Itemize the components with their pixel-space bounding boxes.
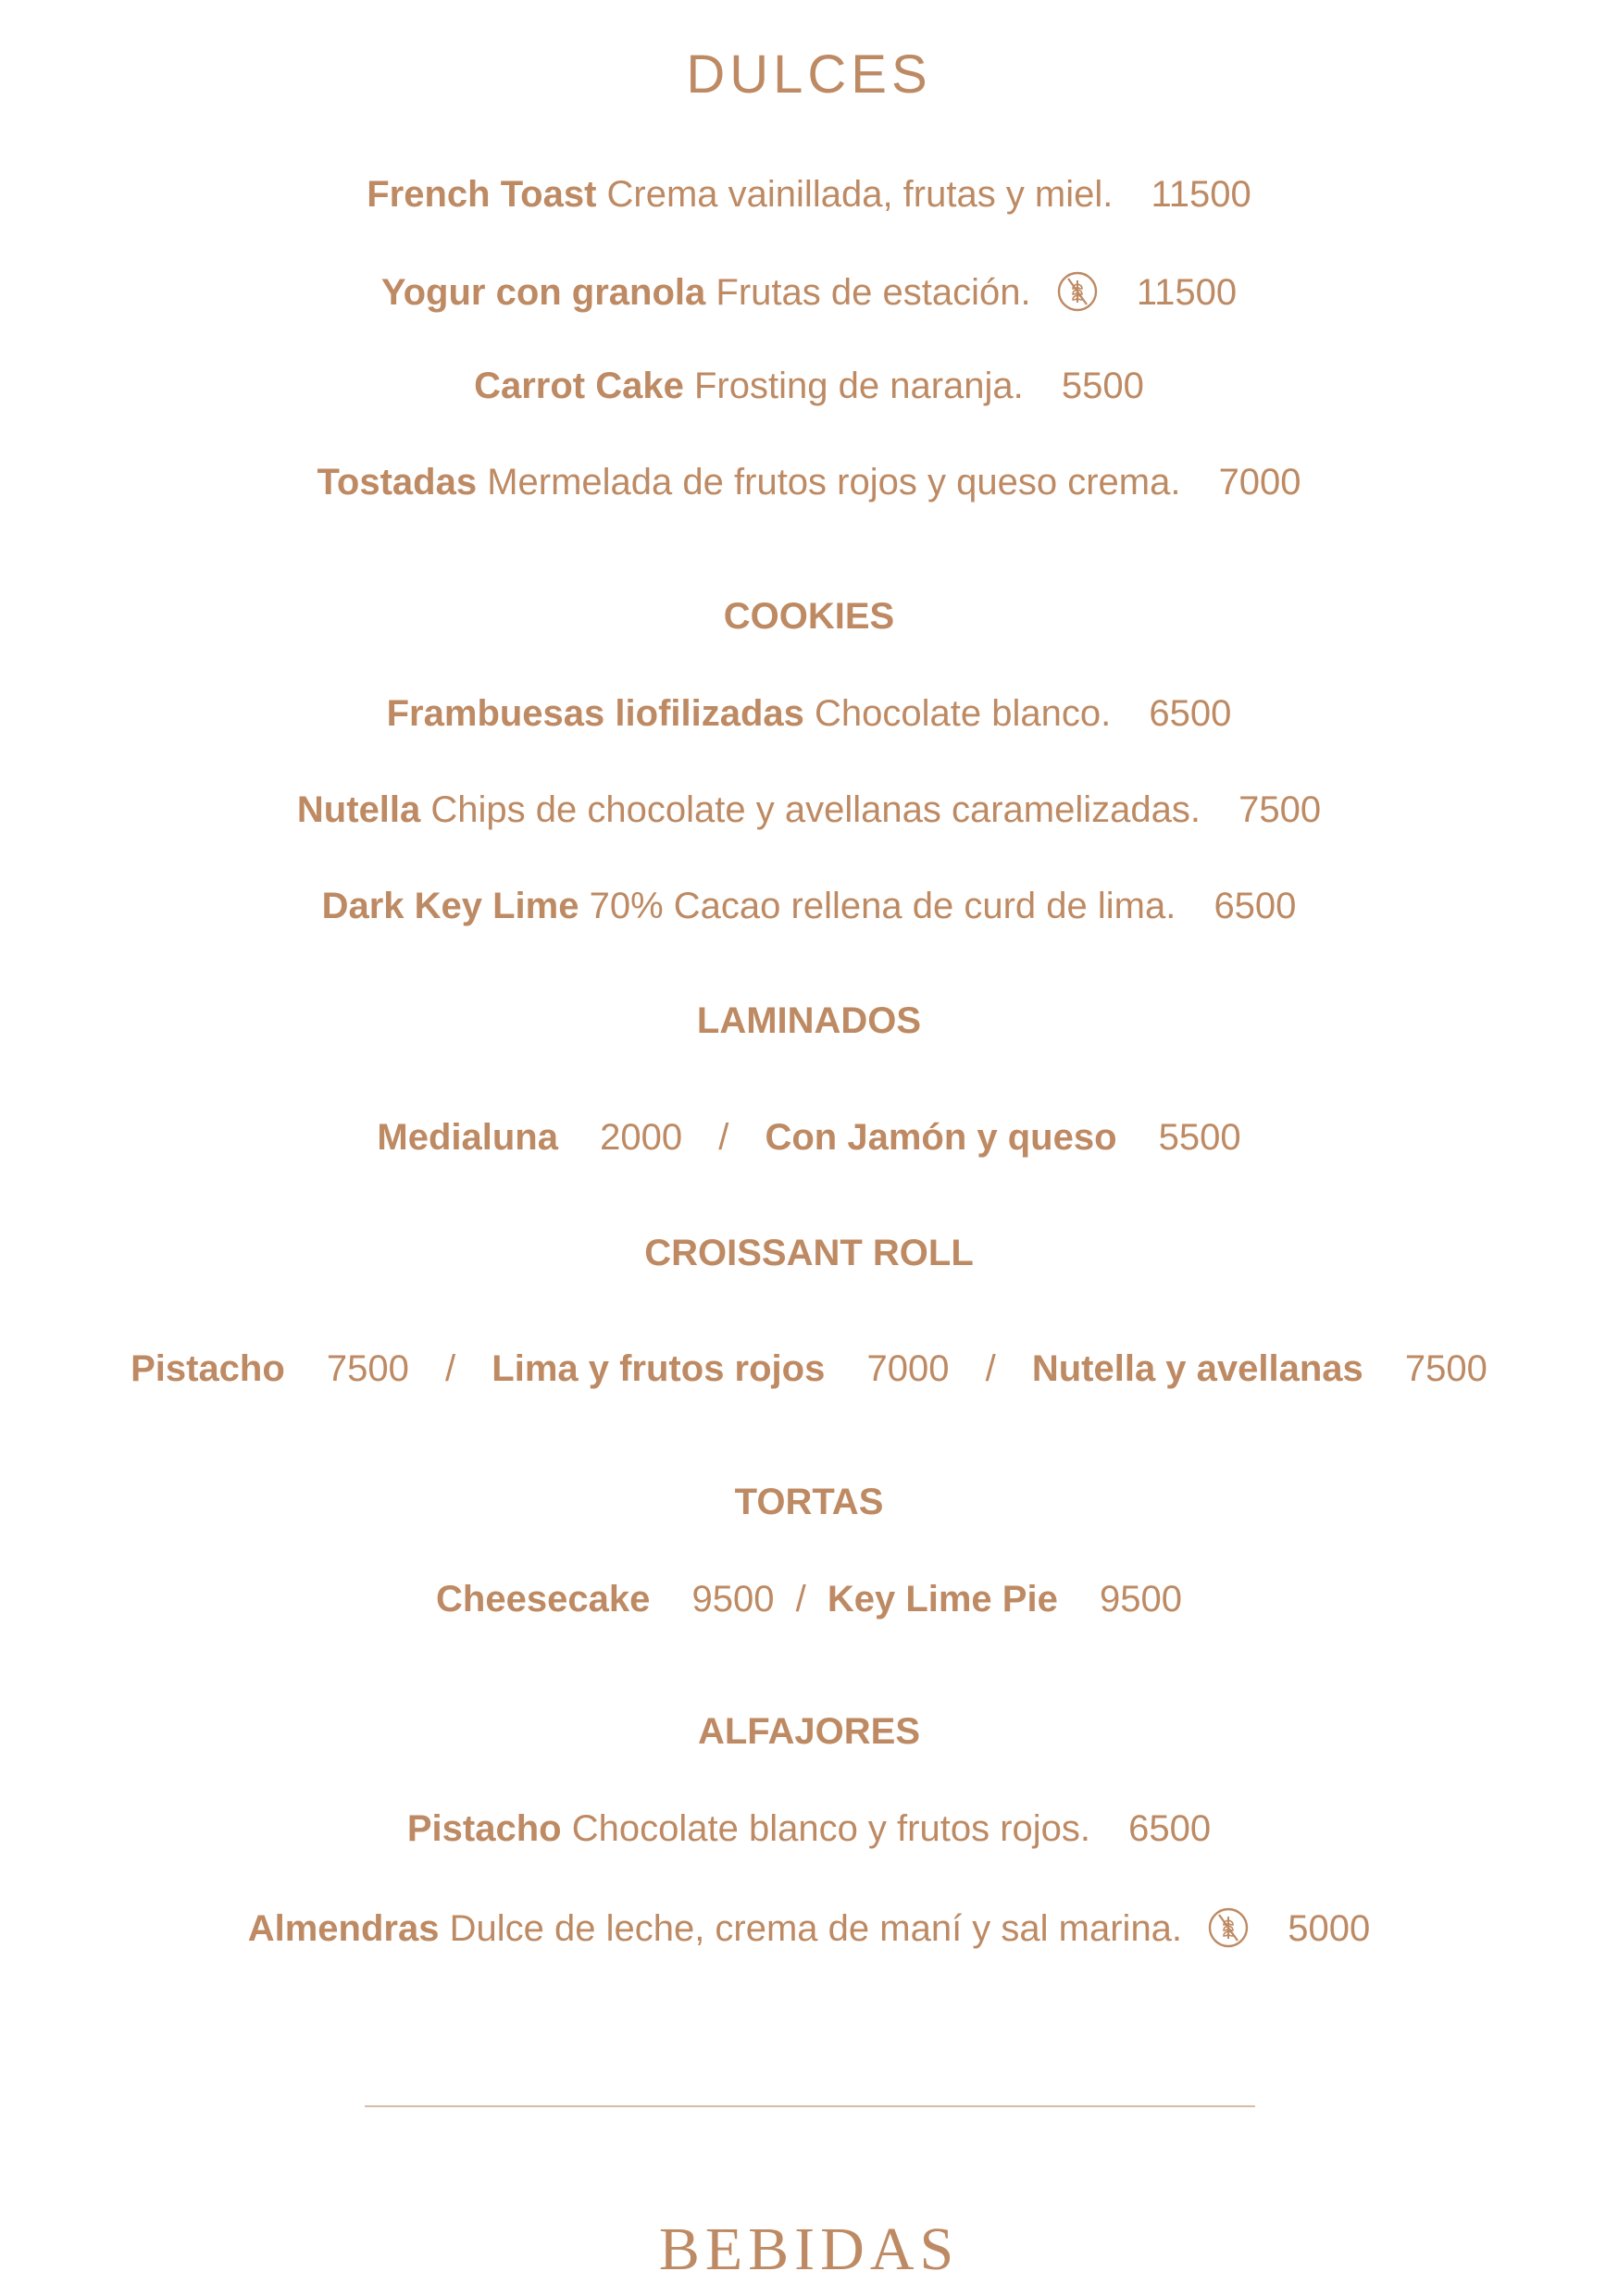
item-desc: Mermelada de frutos rojos y queso crema. [487, 462, 1181, 503]
item-name: Frambuesas liofilizadas [386, 693, 804, 734]
separator: / [718, 1117, 729, 1158]
item-name: Key Lime Pie [827, 1579, 1058, 1620]
item-name: Pistacho [131, 1348, 285, 1389]
item-price: 7500 [1404, 1348, 1487, 1389]
menu-item-frambuesas [0, 695, 1618, 732]
item-price: 6500 [1214, 886, 1297, 926]
item-name: Con Jamón y queso [765, 1117, 1117, 1158]
item-price: 7500 [1238, 789, 1322, 830]
separator: / [445, 1348, 456, 1389]
item-price: 6500 [1128, 1808, 1212, 1849]
item-desc: 70% Cacao rellena de curd de lima. [589, 886, 1176, 926]
item-desc: Frosting de naranja. [694, 366, 1024, 406]
laminados-title: LAMINADOS [696, 1000, 922, 1041]
bebidas-title: BEBIDAS [658, 2215, 960, 2283]
item-name: French Toast [367, 174, 597, 215]
item-name: Nutella y avellanas [1031, 1348, 1363, 1389]
item-price: 7000 [1218, 462, 1301, 503]
menu-item-tostadas [0, 464, 1618, 501]
menu-item-alfajor-almendras [0, 1906, 1618, 1949]
item-name: Carrot Cake [474, 366, 684, 406]
gluten-free-icon [1056, 270, 1099, 313]
separator: / [795, 1579, 806, 1620]
tortas-row [0, 1581, 1618, 1618]
item-price: 5000 [1288, 1908, 1371, 1949]
item-name: Medialuna [377, 1117, 558, 1158]
item-price: 7500 [326, 1348, 409, 1389]
menu-item-yogur [0, 270, 1618, 313]
item-desc: Frutas de estación. [716, 272, 1031, 313]
item-price: 11500 [1151, 174, 1251, 215]
alfajores-title: ALFAJORES [697, 1711, 921, 1752]
item-price: 5500 [1061, 366, 1144, 406]
item-desc: Chocolate blanco. [815, 693, 1112, 734]
menu-item-alfajor-pistacho [0, 1810, 1618, 1847]
item-name: Nutella [296, 789, 421, 830]
item-name: Pistacho [406, 1808, 562, 1849]
item-desc: Crema vainillada, frutas y miel. [606, 174, 1114, 215]
item-desc: Chocolate blanco y frutos rojos. [571, 1808, 1091, 1849]
menu-item-carrot-cake [0, 367, 1618, 404]
item-name: Tostadas [317, 462, 478, 503]
item-name: Dark Key Lime [321, 886, 579, 926]
croissant-roll-title: CROISSANT ROLL [644, 1233, 974, 1273]
item-price: 9500 [691, 1579, 775, 1620]
item-desc: Dulce de leche, crema de maní y sal marina. [449, 1908, 1183, 1949]
section-divider [365, 2105, 1255, 2107]
gluten-free-icon [1207, 1906, 1250, 1949]
menu-item-dark-key-lime [0, 887, 1618, 925]
item-price: 7000 [866, 1348, 950, 1389]
menu-item-french-toast [0, 176, 1618, 213]
item-price: 6500 [1149, 693, 1232, 734]
croissant-roll-row [0, 1350, 1618, 1387]
separator: / [985, 1348, 996, 1389]
item-desc: Chips de chocolate y avellanas caramelizadas. [430, 789, 1201, 830]
item-price: 5500 [1158, 1117, 1241, 1158]
item-name: Yogur con granola [380, 272, 706, 313]
item-name: Almendras [247, 1908, 440, 1949]
tortas-title: TORTAS [734, 1482, 884, 1522]
dulces-title: DULCES [686, 44, 932, 105]
item-name: Lima y frutos rojos [492, 1348, 826, 1389]
cookies-title: COOKIES [723, 596, 895, 637]
item-price: 2000 [600, 1117, 683, 1158]
item-name: Cheesecake [436, 1579, 651, 1620]
item-price: 11500 [1136, 272, 1238, 313]
laminados-row [0, 1119, 1618, 1156]
item-price: 9500 [1099, 1579, 1182, 1620]
menu-item-nutella [0, 791, 1618, 828]
